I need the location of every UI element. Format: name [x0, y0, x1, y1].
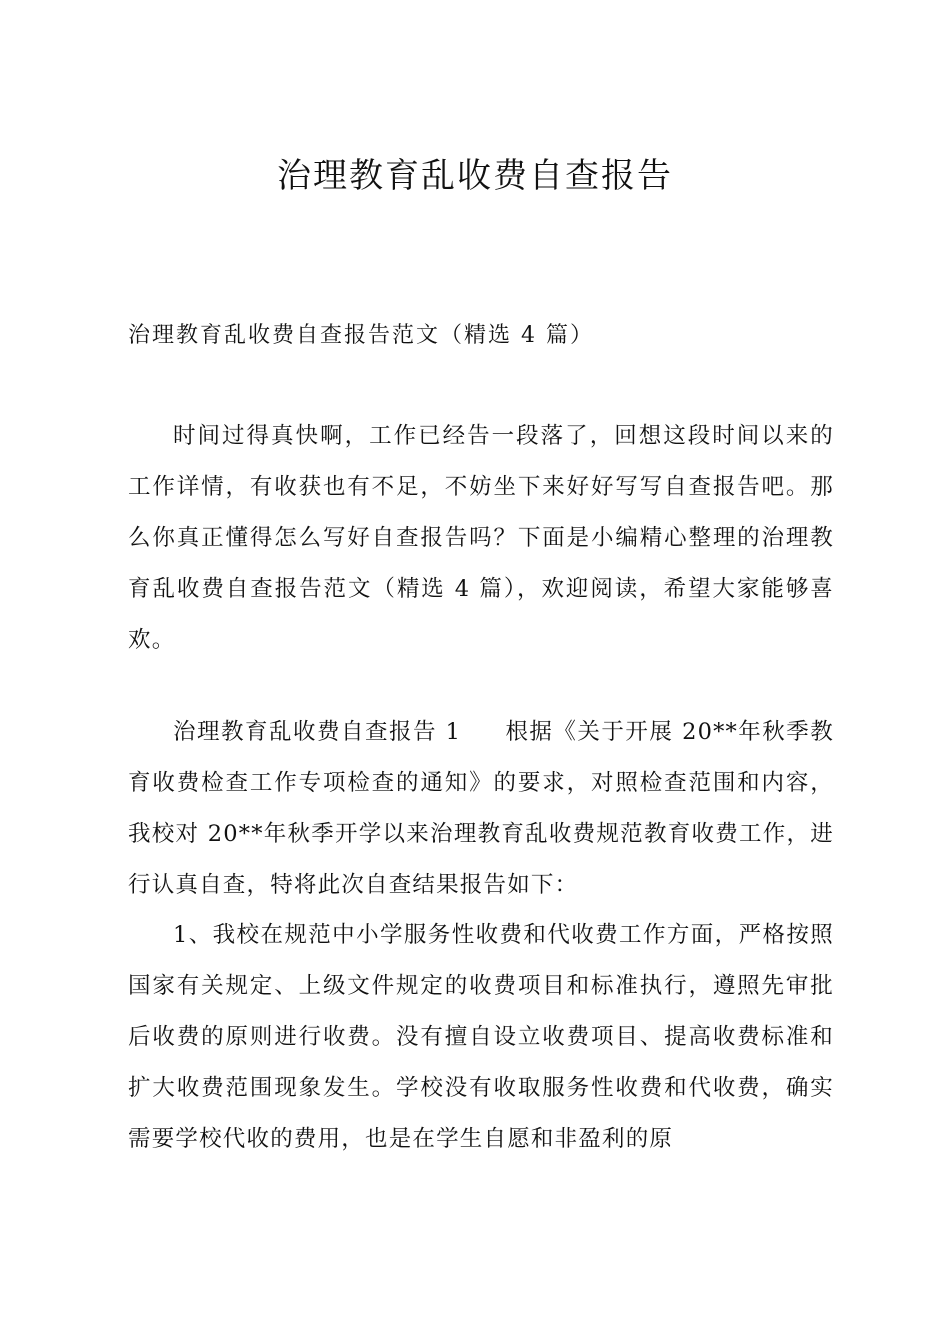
document-title: 治理教育乱收费自查报告	[277, 156, 673, 196]
section-1-body: 根据《关于开展 20**年秋季教育收费检查工作专项检查的通知》的要求，对照检查范围和内容，我校对 20**年秋季开学以来治理教育乱收费规范教育收费工作，进行认真自查，特将此次自查结果报告如下：	[128, 719, 834, 898]
document-subtitle: 治理教育乱收费自查报告范文（精选 4 篇）	[128, 323, 594, 348]
item-1-paragraph: 1、我校在规范中小学服务性收费和代收费工作方面，严格按照国家有关规定、上级文件规定的收费项目和标准执行，遵照先审批后收费的原则进行收费。没有擅自设立收费项目、提高收费标准和扩大收费范围现象发生。学校没有收取服务性收费和代收费，确实需要学校代收的费用，也是在学生自愿和非盈利的原	[128, 922, 834, 1152]
section-1-heading: 治理教育乱收费自查报告 1	[173, 719, 462, 745]
intro-paragraph: 时间过得真快啊，工作已经告一段落了，回想这段时间以来的工作详情，有收获也有不足，不妨坐下来好好写写自查报告吧。那么你真正懂得怎么写好自查报告吗？下面是小编精心整理的治理教育乱收费自查报告范文（精选 4 篇），欢迎阅读，希望大家能够喜欢。	[128, 423, 834, 653]
section-1-paragraph	[128, 707, 834, 911]
